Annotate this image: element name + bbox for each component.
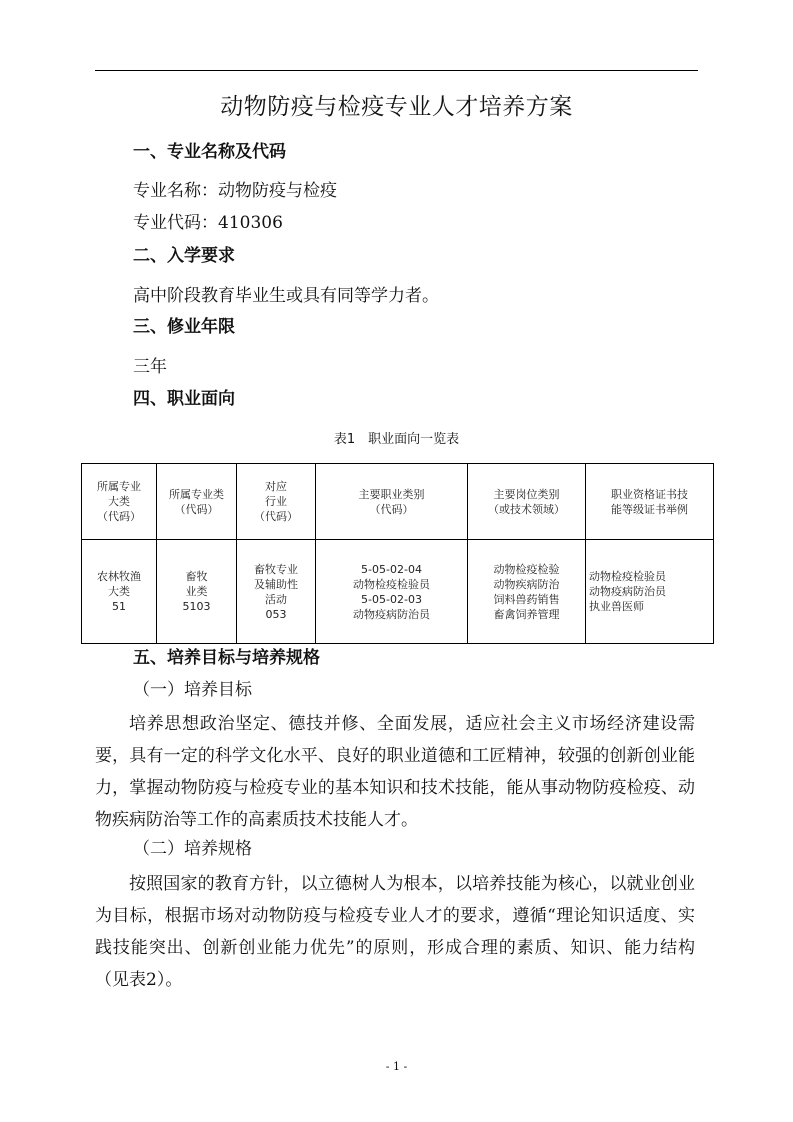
- table-header-cell: 主要岗位类别 （或技术领域）: [468, 464, 586, 540]
- table-row: [82, 540, 714, 644]
- subheading-spec: （二）培养规格: [133, 839, 252, 859]
- section-heading-name-code: 一、专业名称及代码: [133, 142, 286, 162]
- spec-paragraph: 按照国家的教育方针，以立德树人为根本，以培养技能为核心，以就业创业为目标，根据市场对动物防疫与检疫专业人才的要求，遵循“理论知识适度、实践技能突出、创新创业能力优先”的原则，形成合理的素质、知识、能力结构（见表2）。: [95, 874, 695, 990]
- table-cell: 动物检疫检验 动物疾病防治 饲料兽药销售 畜禽饲养管理: [468, 540, 586, 644]
- document-title: 动物防疫与检疫专业人才培养方案: [220, 94, 573, 120]
- table-header-cell: 主要职业类别 （代码）: [316, 464, 468, 540]
- page-number: - 1 -: [385, 1060, 408, 1073]
- admission-text: 高中阶段教育毕业生或具有同等学力者。: [133, 286, 439, 306]
- section-heading-career: 四、职业面向: [133, 389, 235, 409]
- table-header-cell: 对应 行业 （代码）: [237, 464, 316, 540]
- table-cell: 畜牧专业 及辅助性 活动 053: [237, 540, 316, 644]
- table-header-row: [82, 464, 714, 540]
- table-cell: 5-05-02-04 动物检疫检验员 5-05-02-03 动物疫病防治员: [316, 540, 468, 644]
- table-header-cell: 所属专业类 （代码）: [157, 464, 237, 540]
- major-code: 专业代码：410306: [133, 213, 283, 233]
- table-cell: 农林牧渔 大类 51: [82, 540, 157, 644]
- duration-text: 三年: [133, 357, 167, 377]
- table-header-cell: 职业资格证书技 能等级证书举例: [586, 464, 714, 540]
- table-cell: 动物检疫检验员 动物疫病防治员 执业兽医师: [586, 540, 714, 644]
- table-caption: 表1 职业面向一览表: [333, 432, 460, 447]
- career-table: [81, 463, 714, 644]
- header-rule: [95, 70, 698, 71]
- section-heading-duration: 三、修业年限: [133, 317, 235, 337]
- subheading-goal: （一）培养目标: [133, 680, 252, 700]
- table-cell: 畜牧 业类 5103: [157, 540, 237, 644]
- section-heading-admission: 二、入学要求: [133, 246, 235, 266]
- section-heading-goals: 五、培养目标与培养规格: [133, 648, 320, 668]
- major-name: 专业名称：动物防疫与检疫: [133, 181, 337, 201]
- table-header-cell: 所属专业 大类 （代码）: [82, 464, 157, 540]
- goal-paragraph: 培养思想政治坚定、德技并修、全面发展，适应社会主义市场经济建设需要，具有一定的科学文化水平、良好的职业道德和工匠精神，较强的创新创业能力，掌握动物防疫与检疫专业的基本知识和技术技能，能从事动物防疫检疫、动物疾病防治等工作的高素质技术技能人才。: [95, 714, 695, 830]
